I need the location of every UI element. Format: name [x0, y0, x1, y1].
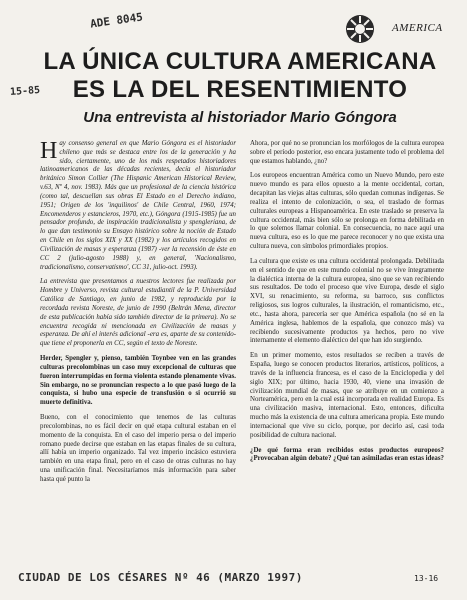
interview-question-2: ¿De qué forma eran recibidos estos productos europeos? ¿Provocaban algún debate? ¿Qué tan asimiladas eran estas ideas? [250, 446, 444, 463]
answer-paragraph-1: Ahora, por qué no se pronuncian los morfólogos de la cultura europea sobre el período posterior, eso encara justamente todo el problema del que estamos hablando, ¿no? [250, 140, 444, 165]
emblem-icon [345, 14, 375, 44]
handwritten-code: ADE 8045 [89, 10, 144, 31]
editor-note: La entrevista que presentamos a nuestros lectores fue realizada por Hombre y Universo, revista cultural estudiantil de la P. Universidad Católica de Santiago, en junio de 1982, y reproducida por la recordada revista Noreste, de junio de 1990 (Beltrán Mena, director de esta publicación había sido también director de la primera). No se encuentra recogida ni mencionada en Civilización de masas y esperanza. De ahí el interés adicional -era es, aparte de su contenido- que tiene el proponerla en CC, según el texto de Noreste. [40, 278, 236, 348]
left-column [40, 140, 236, 491]
intro-text: ay consenso general en que Mario Góngora es el historiador chileno que más se destaca entre los de la generación y ha sido, ciertamente, uno de los más respetados historiadores latinoamericanos de las décadas recientes, decía el historiador británico Simon Collier (The Hispanic American Historical Review, v.63, Nº 4, nov. 1983). Más que un profesional de la ciencia histórica (como tal, descuellan sus obras El Estado en el Derecho indiano, 1951; Origen de los 'inquilinos' de Chile Central, 1960, 1974; Encomenderos y estancieros, 1970, etc.), Góngora (1915-1985) fue un pensador profundo, de inspiración tradicionalista y spengleriana, de lo que dan testimonio su Ensayo histórico sobre la noción de Estado en Chile en los siglos XIX y XX (1982) y los artículos recogidos en Civilización de masas y esperanza (1987) -ver la recensión de éste en CC 2 (julio-agosto 1988) y, en general, 'Nacionalismo, tradicionalismo, conservatismo', CC 31, julio-oct. 1993). [40, 140, 236, 271]
interview-question: Herder, Spengler y, pienso, también Toynbee ven en las grandes culturas precolombinas un caso muy excepcional de culturas que fueron interrumpidas en forma violenta estando plenamente vivas. Sin embargo, no se pronuncian respecto a lo que pasó luego de la conquista, si hubo una especie de transfusión o si ocurrió su muerte definitiva. [40, 355, 236, 407]
answer-paragraph-2: Los europeos encuentran América como un Nuevo Mundo, pero este nuevo mundo es para ellos opuesto a la mente occidental, cortan, decapitan las viejas altas culturas, sólo quedan comunas indígenas. Se realiza el intento de colonización, o sea, el traslado de formas culturales europeas a Hispanoamérica. En este traslado se preserva la cultura occidental, más bien sólo se prolonga en forma debilitada en lo que solemos llamar colonial. En consecuencia, no nace aquí una nueva cultura, eso es lo que me parece reconocer y no que exista una cultura nueva, con símbolos primordiales propios. [250, 172, 444, 251]
right-column [250, 140, 444, 470]
handwritten-source: CIUDAD DE LOS CÉSARES Nº 46 (MARZO 1997) [18, 571, 303, 584]
answer-paragraph-4: En un primer momento, estos resultados se reciben a través de España, luego se conocen productos literarios, artísticos, políticos, a través de la influencia francesa, es el caso de la Enciclopedia y del siglo XIX; por último, hacia 1930, 40, viene una invasión de civilización mundial de masas, que se atribuye en un comienzo a Norteamérica, pero en la cual está incorporada en realidad Europa. Es una civilización masiva, internacional. Esto, entonces, dificulta mucho más la existencia de una cultura americana propia. Este mundo internacional que vive su ciclo, porque, por decirlo así, casi toda posibilidad de cultura nacional. [250, 352, 444, 439]
interview-answer: Bueno, con el conocimiento que tenemos de las culturas precolombinas, no es fácil decir en qué etapa cultural estaban en el momento de la conquista. En el caso del imperio persa o del imperio romano puede decirse que estaban en las etapas finales de su cultura, allí había un imperio organizado. Tal vez imperio incásico estuviera también en una etapa final, pero en el caso de otras culturas no hay una unificación final. Necesitaríamos más información para saber hasta qué punto la [40, 414, 236, 483]
article-title-line1: LA ÚNICA CULTURA AMERICANA [43, 48, 437, 75]
page-reference: 13-16 [414, 574, 439, 583]
article-title-line2: ES LA DEL RESENTIMIENTO [72, 76, 408, 103]
article-subtitle: Una entrevista al historiador Mario Góngora [83, 109, 397, 126]
intro-paragraph [40, 140, 236, 272]
handwritten-margin-note: 15-85 [9, 84, 41, 99]
drop-cap: H [40, 138, 58, 164]
section-label: AMERICA [392, 22, 443, 34]
answer-paragraph-3: La cultura que existe es una cultura occidental prolongada. Debilitada en el sentido de que en este mundo colonial no se vive íntegramente la dialéctica interna de la cultura europea, sino que se van recibiendo sus resultados. De todo el proceso que vive Europa, desde el siglo XVI, su renacimiento, su reforma, su barroco, sus conflictos religiosos, sus logros culturales, la ilustración, el romanticismo, etc., etc., hasta ahora, parecería ser que América española (no sé en la América inglesa, hablemos de la española, que conozco más) va recibiendo sucesivamente productos ya hechos, pero no vive internamente el elemento dialéctico del que han ido surgiendo. [250, 257, 444, 345]
